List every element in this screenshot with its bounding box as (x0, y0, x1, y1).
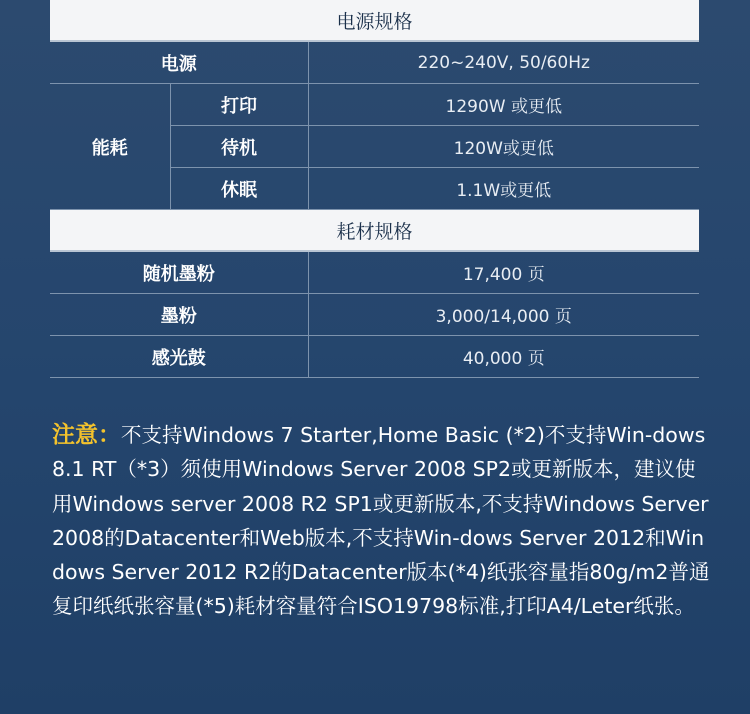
table-row (50, 84, 699, 126)
notes-text: 不支持Windows 7 Starter,Home Basic (*2)不支持Win-dows8.1 RT（*3）须使用Windows Server 2008 SP2或更新版本，建议使用Windows server 2008 R2 SP1或更新版本,不支持Windows Server 2008的Datacenter和Web版本,不支持Win-dows Server 2012和Windows Server 2012 R2的Datacenter版本(*4)纸张容量指80g/m2普通复印纸纸张容量(*5)耗材容量符合ISO19798标准,打印A4/Leter纸张。 (52, 423, 710, 619)
starter-toner-value: 17,400 页 (308, 251, 699, 294)
consumption-sleep-value: 1.1W或更低 (308, 168, 699, 210)
consumption-standby-value: 120W或更低 (308, 126, 699, 168)
drum-value: 40,000 页 (308, 336, 699, 378)
consumption-standby-label: 待机 (170, 126, 308, 168)
table-row (50, 251, 699, 294)
drum-label: 感光鼓 (50, 336, 308, 378)
toner-value: 3,000/14,000 页 (308, 294, 699, 336)
consumption-sleep-label: 休眠 (170, 168, 308, 210)
consumables-section-header (50, 210, 699, 252)
consumption-print-label: 打印 (170, 84, 308, 126)
notes-label: 注意： (52, 422, 121, 448)
power-value: 220~240V, 50/60Hz (308, 41, 699, 84)
table-row (50, 41, 699, 84)
toner-label: 墨粉 (50, 294, 308, 336)
table-row (50, 336, 699, 378)
notes-paragraph (52, 418, 712, 624)
starter-toner-label: 随机墨粉 (50, 251, 308, 294)
consumption-print-value: 1290W 或更低 (308, 84, 699, 126)
power-section-title: 电源规格 (50, 0, 699, 41)
power-label: 电源 (50, 41, 308, 84)
power-section-header (50, 0, 699, 41)
consumables-section-title: 耗材规格 (50, 210, 699, 252)
table-row (50, 294, 699, 336)
spec-table (50, 0, 699, 378)
consumption-label: 能耗 (50, 84, 170, 210)
